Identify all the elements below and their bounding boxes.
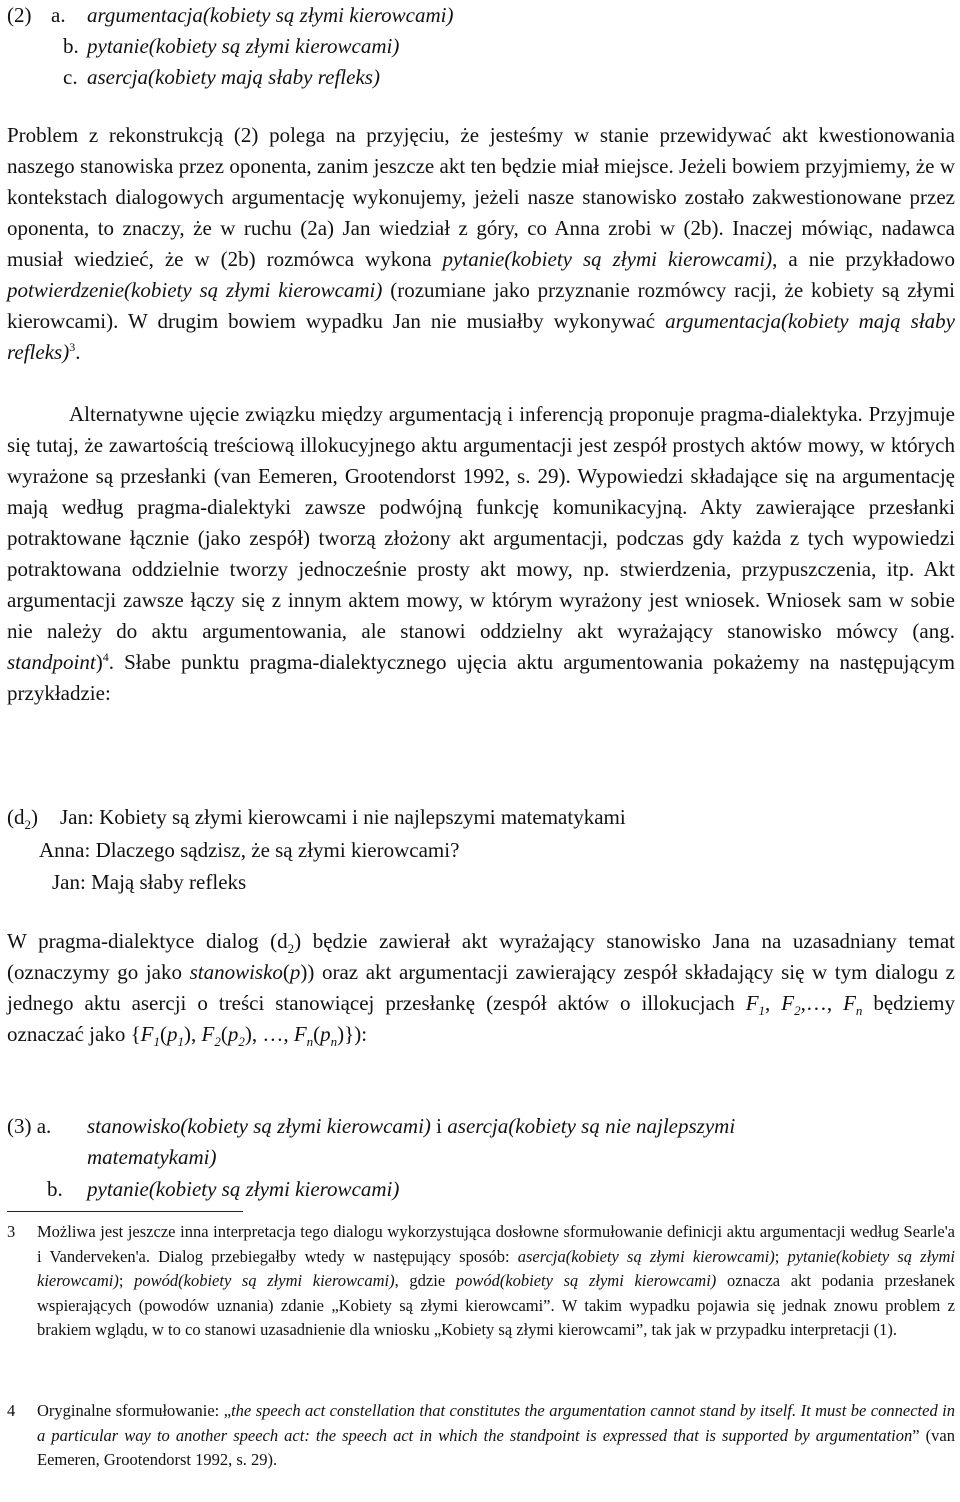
footnote-body: Możliwa jest jeszcze inna interpretacja tego dialogu wykorzystująca dosłowne sformułowanie definicji aktu argumentacji według Searle'a i Vanderveken'a. Dialog przebiegałby wtedy w następujący sposób: asercja(kobiety są złymi kierowcami); pytanie(kobiety są złymi kierowcami); powód(kobiety są złymi kierowcami), gdzie powód(kobiety są złymi kierowcami) oznacza akt podania przesłanek wspierających (powodów uznania) zdanie „Kobiety są złymi kierowcami”. W takim wypadku pojawia się jednak znowu problem z brakiem wglądu, w to co stanowi uzasadnienie dla wniosku „Kobiety są złymi kierowcami”, tak jak w przypadku interpretacji (1).	[37, 1222, 956, 1340]
emph-run: p	[289, 960, 301, 984]
subscript: n	[330, 1034, 338, 1050]
footnote-3	[7, 1220, 955, 1343]
subscript: 1	[177, 1034, 184, 1050]
emph-run: (kobiety są złymi kierowcami)	[504, 247, 773, 271]
dialogue-label: $(d_2)$	[7, 805, 38, 833]
text-run: W pragma-dialektyce dialog (d	[7, 929, 288, 953]
subscript: 2	[794, 1003, 801, 1019]
example-text-a: stanowisko(kobiety są złymi kierowcami) i asercja(kobiety są nie najlepszymi	[87, 1114, 736, 1138]
dialogue-line-2: Anna: Dlaczego sądzisz, że są złymi kierowcami?	[39, 838, 460, 862]
text-run: )) oraz akt argumentacji zawierający zespół składający się w tym dialogu z jednego aktu asercji o treści stanowiącej przesłankę (zespół aktów o illokucjach	[7, 960, 955, 1015]
dialogue-line-3: Jan: Mają słaby refleks	[52, 870, 247, 894]
subscript: n	[306, 1034, 314, 1050]
emph-run: F	[781, 991, 795, 1015]
emph-run: F	[140, 1022, 154, 1046]
text-run: . Słabe punktu pragma-dialektycznego ujęcia aktu argumentowania pokażemy na następującym przykładzie:	[7, 650, 955, 705]
emph-run: standpoint	[7, 650, 96, 674]
example-number: (3) a.	[7, 1114, 52, 1138]
example-label-a: a.	[51, 3, 66, 27]
example-label-b: b.	[47, 1177, 63, 1201]
footnote-body: Oryginalne sformułowanie: „the speech act constellation that constitutes the argumentation cannot stand by itself. It must be connected in a particular way to another speech act: the speech act in which the standpoint is expressed that is supported by argumentation” (van Eemeren, Grootendorst 1992, s. 29).	[37, 1401, 955, 1470]
paragraph-3	[7, 926, 955, 1050]
text-run: ), …,	[244, 1022, 294, 1046]
example-text-b: pytanie(kobiety są złymi kierowcami)	[87, 1177, 400, 1201]
subscript: 1	[153, 1034, 160, 1050]
emph-run: (kobiety są złymi kierowcami)	[124, 278, 383, 302]
footnote-number: 4	[7, 1401, 16, 1420]
emph-run: (kobiety mają słaby refleks)	[7, 309, 955, 364]
footnote-separator	[7, 1211, 243, 1212]
footnote-4	[7, 1399, 955, 1473]
text-run: )	[95, 650, 103, 674]
paragraph-1	[7, 120, 955, 368]
subscript: n	[855, 1003, 863, 1019]
emph-run: F	[843, 991, 856, 1015]
example-label-b: b.	[63, 34, 79, 58]
paragraph-2	[7, 399, 955, 709]
emph-run: F	[201, 1022, 215, 1046]
text-run: ,…,	[800, 991, 844, 1015]
text-run: (rozumiane jako przyznanie rozmówcy racji, że kobiety są złymi kierowcami). W drugim bowiem wypadku Jan nie musiałby wykonywać	[7, 278, 955, 333]
example-text-b: pytanie(kobiety są złymi kierowcami)	[87, 34, 400, 58]
text-run: ,	[765, 991, 782, 1015]
subscript: 1	[758, 1003, 766, 1019]
emph-run: potwierdzenie	[7, 278, 125, 302]
emph-run: p	[227, 1022, 239, 1046]
footnote-ref-3[interactable]: 3	[69, 340, 76, 354]
example-text-c: asercja(kobiety mają słaby refleks)	[87, 65, 380, 89]
footnote-ref-4[interactable]: 4	[102, 650, 109, 664]
emph-run: F	[293, 1022, 307, 1046]
dialogue-d2	[7, 802, 955, 897]
footnote-number: 3	[7, 1222, 16, 1241]
emph-run: p	[320, 1022, 331, 1046]
example-label-c: c.	[63, 65, 78, 89]
emph-run: F	[745, 991, 759, 1015]
emph-run: p	[167, 1022, 178, 1046]
dialogue-line-1: Jan: Kobiety są złymi kierowcami i nie najlepszymi matematykami	[60, 805, 626, 829]
text-run: ),	[184, 1022, 202, 1046]
text-run: Problem z rekonstrukcją (2) polega na przyjęciu, że jesteśmy w stanie przewidywać akt kwestionowania naszego stanowiska przez oponenta, zanim jeszcze akt ten będzie miał miejsce. Jeżeli bowiem przyjmiemy, że w kontekstach dialogowych argumentację wykonujemy, jeżeli nasze stanowisko zostało zakwestionowane przez oponenta, to znaczy, że w ruchu (2a) Jan wiedział z góry, co Anna zrobi w (2b). Inaczej mówiąc, nadawca musiał wiedzieć, że w (2b) rozmówca wykona	[7, 123, 955, 271]
text-run: (	[282, 960, 290, 984]
subscript: 2	[287, 941, 295, 957]
subscript: 2	[214, 1034, 221, 1050]
example-3	[7, 1111, 955, 1206]
emph-run: argumentacja	[665, 309, 781, 333]
example-text-a-cont: matematykami)	[87, 1145, 217, 1169]
subscript: 2	[238, 1034, 245, 1050]
emph-run: stanowisko	[189, 960, 283, 984]
text-run: Alternatywne ujęcie związku między argumentacją i inferencją proponuje pragma-dialektyka. Przyjmuje się tutaj, że zawartością treściową illokucyjnego aktu argumentacji jest zespół prostych aktów mowy, w których wyrażone są przesłanki (van Eemeren, Grootendorst 1992, s. 29). Wypowiedzi składające się na argumentację mają według pragma-dialektyki zawsze podwójną funkcję komunikacyjną. Akty zawierające przesłanki potraktowane łącznie (jako zespół) tworzą złożony akt argumentacji, podczas gdy każda z tych wypowiedzi potraktowana oddzielnie tworzy jednocześnie prosty akt mowy, np. stwierdzenia, przypuszczenia, itp. Akt argumentacji zawsze łączy się z innym aktem mowy, w którym wyrażony jest wniosek. Wniosek sam w sobie nie należy do aktu argumentowania, ale stanowi oddzielny akt wyrażający stanowisko mówcy (ang.	[7, 402, 955, 643]
text-run: (	[313, 1022, 321, 1046]
text-run: .	[75, 340, 81, 364]
example-2	[7, 0, 955, 95]
text-run: (	[160, 1022, 167, 1046]
emph-run: pytanie	[442, 247, 505, 271]
text-run: , a nie przykładowo	[772, 247, 955, 271]
text-run: ) będzie zawierał akt wyrażający stanowisko Jana na uzasadniany temat (oznaczymy go jako	[7, 929, 955, 984]
text-run: (	[220, 1022, 228, 1046]
example-number: (2)	[7, 3, 32, 27]
example-text-a: argumentacja(kobiety są złymi kierowcami)	[87, 3, 454, 27]
text-run: będziemy oznaczać jako {	[7, 991, 955, 1046]
text-run: )}):	[337, 1022, 368, 1046]
